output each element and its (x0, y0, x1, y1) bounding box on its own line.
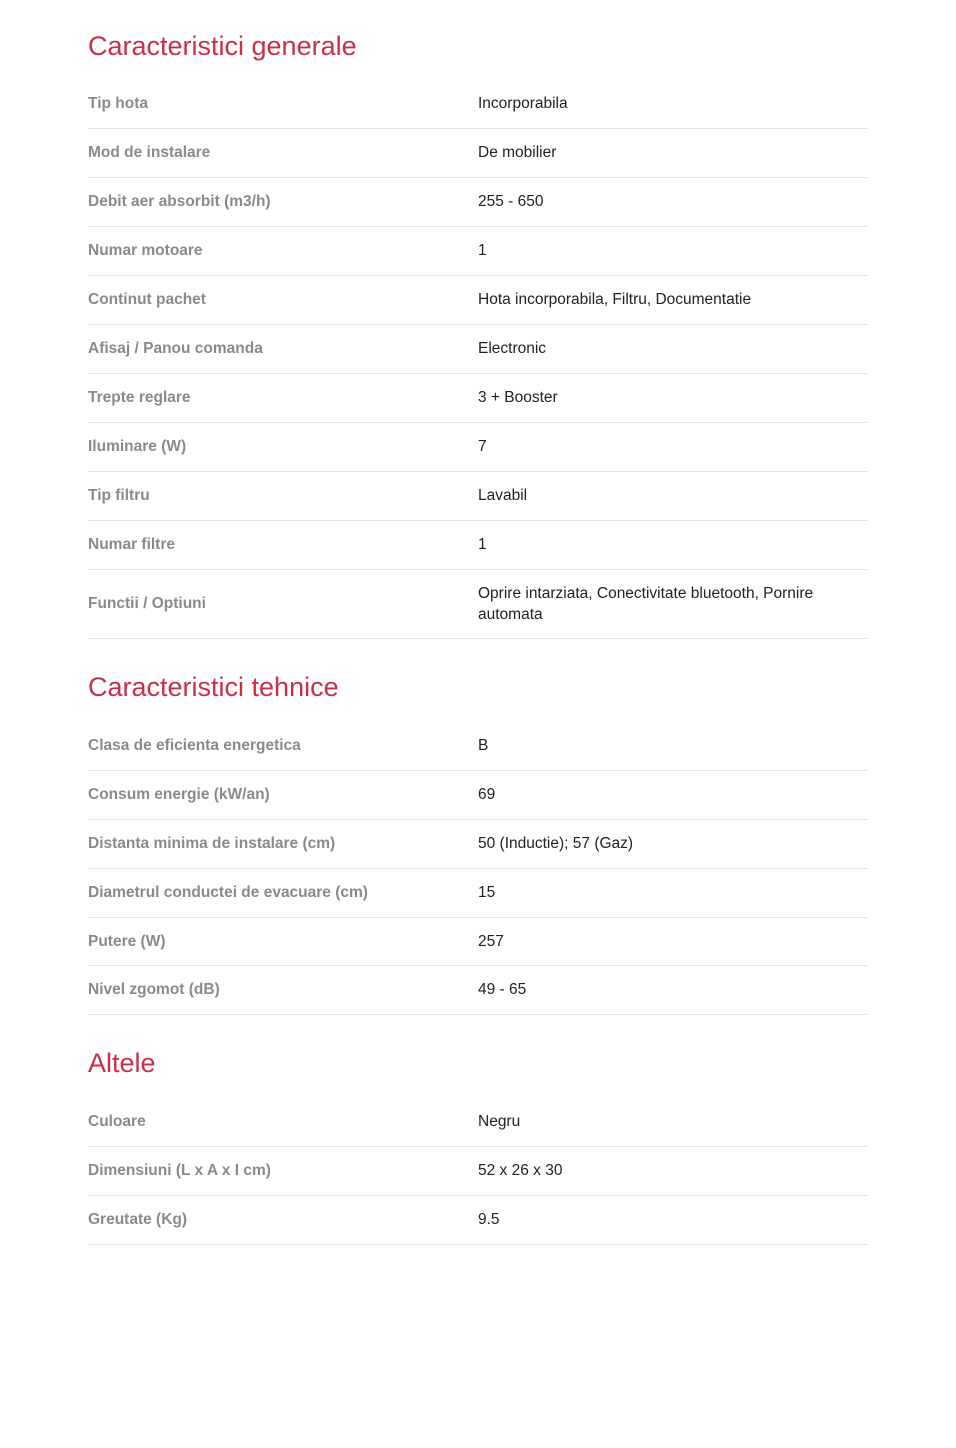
spec-label: Numar filtre (88, 535, 175, 553)
table-row (88, 569, 868, 639)
section-title: Caracteristici tehnice (88, 672, 339, 703)
spec-label: Putere (W) (88, 932, 166, 950)
table-row (88, 422, 868, 471)
spec-table-general (88, 80, 868, 639)
table-row (88, 80, 868, 128)
spec-label: Greutate (Kg) (88, 1210, 188, 1228)
spec-value: 1 (478, 535, 487, 553)
table-row (88, 471, 868, 520)
spec-value: 15 (478, 883, 496, 901)
table-row (88, 520, 868, 569)
spec-value: 9.5 (478, 1210, 500, 1228)
spec-value: Electronic (478, 340, 547, 357)
table-row (88, 770, 868, 819)
table-row (88, 129, 868, 178)
table-row (88, 917, 868, 966)
table-row (88, 373, 868, 422)
spec-label: Mod de instalare (88, 144, 211, 162)
spec-value: 69 (478, 785, 496, 803)
spec-label: Functii / Optiuni (88, 595, 206, 613)
spec-label: Culoare (88, 1112, 146, 1130)
spec-value: Incorporabila (478, 95, 568, 113)
table-row (88, 966, 868, 1015)
table-row (88, 722, 868, 770)
section-title: Altele (88, 1048, 156, 1079)
spec-table-technical (88, 722, 868, 1016)
spec-label: Dimensiuni (L x A x I cm) (88, 1161, 271, 1179)
spec-value: 52 x 26 x 30 (478, 1161, 563, 1179)
spec-label: Trepte reglare (88, 388, 191, 406)
table-row (88, 1195, 868, 1244)
section-altele (88, 1047, 868, 1244)
table-row (88, 1098, 868, 1146)
section-caracteristici-tehnice (88, 671, 868, 1015)
spec-label: Tip hota (88, 95, 148, 113)
spec-label: Continut pachet (88, 291, 206, 309)
spec-table-others (88, 1098, 868, 1245)
spec-label: Clasa de eficienta energetica (88, 736, 301, 754)
spec-label: Afisaj / Panou comanda (88, 340, 263, 357)
spec-value: 3 + Booster (478, 388, 558, 406)
table-row (88, 276, 868, 325)
spec-value: 257 (478, 932, 504, 950)
section-title: Caracteristici generale (88, 31, 357, 61)
spec-value: 49 - 65 (478, 981, 527, 999)
spec-label: Numar motoare (88, 242, 203, 260)
spec-value: B (478, 736, 489, 754)
table-row (88, 227, 868, 276)
spec-label: Tip filtru (88, 486, 150, 504)
spec-label: Nivel zgomot (dB) (88, 981, 220, 999)
table-row (88, 1146, 868, 1195)
table-row (88, 868, 868, 917)
spec-value: De mobilier (478, 144, 557, 162)
table-row (88, 819, 868, 868)
spec-value: Oprire intarziata, Conectivitate bluetooth, Pornire automata (478, 584, 814, 623)
spec-value: Negru (478, 1112, 521, 1130)
spec-label: Iluminare (W) (88, 437, 187, 455)
section-caracteristici-generale (88, 30, 868, 639)
spec-value: Hota incorporabila, Filtru, Documentatie (478, 291, 752, 309)
spec-value: 1 (478, 242, 487, 260)
table-row (88, 178, 868, 227)
spec-value: Lavabil (478, 486, 528, 504)
spec-label: Consum energie (kW/an) (88, 785, 270, 803)
spec-value: 7 (478, 437, 487, 455)
spec-label: Diametrul conductei de evacuare (cm) (88, 883, 368, 901)
table-row (88, 325, 868, 374)
spec-label: Distanta minima de instalare (cm) (88, 834, 336, 852)
spec-value: 50 (Inductie); 57 (Gaz) (478, 834, 634, 852)
spec-value: 255 - 650 (478, 193, 544, 211)
spec-label: Debit aer absorbit (m3/h) (88, 193, 271, 211)
